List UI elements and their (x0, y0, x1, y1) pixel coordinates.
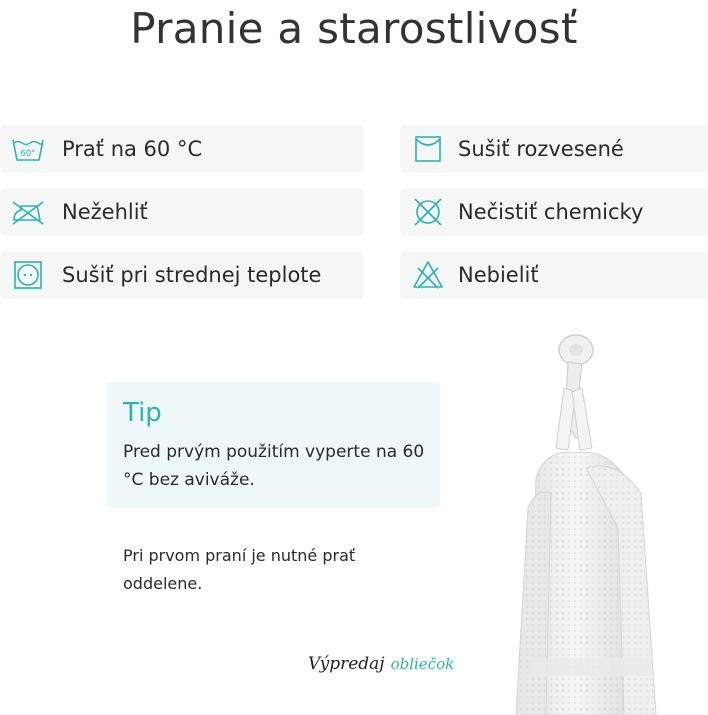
no-iron-icon (10, 194, 46, 230)
care-item-line-dry (400, 125, 708, 173)
towel-hook-image (506, 328, 708, 715)
tip-box (107, 382, 440, 508)
no-bleach-icon (410, 257, 446, 293)
care-item-wash-60 (0, 125, 364, 173)
brand-part-1: Výpredaj (308, 654, 385, 674)
page-title: Pranie a starostlivosť (130, 4, 578, 53)
care-label-no-iron: Nežehliť (62, 200, 148, 224)
line-dry-icon (410, 131, 446, 167)
wash-60-icon (10, 131, 46, 167)
care-label-no-bleach: Nebieliť (458, 263, 539, 287)
care-label-tumble-dry-medium: Sušiť pri strednej teplote (62, 263, 322, 287)
wash-temperature-text: 60° (20, 149, 36, 159)
note-text: Pri prvom praní je nutné prať oddelene. (123, 546, 356, 593)
tip-title: Tip (123, 398, 162, 428)
care-item-no-bleach (400, 251, 708, 299)
care-label-no-dry-clean: Nečistiť chemicky (458, 200, 644, 224)
brand-logo (308, 654, 454, 684)
care-label-wash-60: Prať na 60 °C (62, 137, 203, 161)
tip-text: Pred prvým použitím vyperte na 60 °C bez aviváže. (123, 442, 425, 490)
care-item-no-iron (0, 188, 364, 236)
care-label-line-dry: Sušiť rozvesené (458, 137, 624, 161)
tumble-dry-medium-icon (10, 257, 46, 293)
care-item-tumble-dry-medium (0, 251, 364, 299)
care-item-no-dry-clean (400, 188, 708, 236)
no-dry-clean-icon (410, 194, 446, 230)
brand-part-2: obliečok (390, 655, 455, 673)
